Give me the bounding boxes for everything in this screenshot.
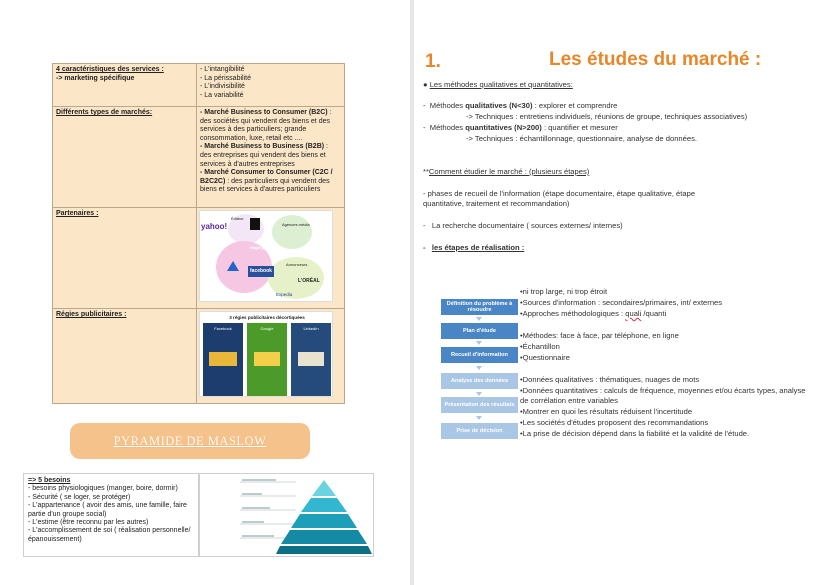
note-line: •Données quantitatives : calculs de fréquence, moyennes et/ou écarts types, analyse de corrélation entre variables bbox=[520, 386, 806, 406]
list-item: - L'accomplissement de soi ( réalisation personnelle/ épanouissement) bbox=[28, 527, 191, 543]
table-row bbox=[53, 208, 345, 309]
list-item: - L'appartenance ( avoir des amis, une famille, faire partie d'un groupe social) bbox=[28, 502, 187, 518]
list-item: - besoins physiologiques (manger, boire, dormir) bbox=[28, 485, 178, 493]
google-icon bbox=[254, 352, 280, 366]
flow-step: Recueil d'information bbox=[441, 347, 518, 363]
qual-line: - Méthodes qualitatives (N<30) : explorer et comprendre bbox=[423, 101, 618, 110]
section-number: 1. bbox=[425, 51, 441, 72]
list-item: - L'indivisibilité bbox=[200, 83, 245, 91]
list-item: - Marché Business to Consumer (B2C) : des sociétés qui vendent des biens et des services à des particuliers; grande consommation, luxe, retail etc .... bbox=[200, 109, 332, 142]
flow-step: Définition du problème à résoudre bbox=[441, 299, 518, 315]
maslow-banner: PYRAMIDE DE MASLOW bbox=[70, 423, 310, 459]
partners-diagram bbox=[199, 210, 333, 302]
page-title: Les études du marché : bbox=[549, 49, 762, 70]
table-row bbox=[53, 64, 345, 107]
partner-label: Éditeur bbox=[231, 216, 244, 221]
down-arrow-icon bbox=[476, 416, 482, 420]
down-arrow-icon bbox=[476, 341, 482, 345]
table-row bbox=[53, 309, 345, 404]
linkedin-icon bbox=[298, 352, 324, 366]
table-value bbox=[197, 208, 345, 309]
note-line: •Échantillon bbox=[520, 342, 560, 351]
note-line: •Les sociétés d'études proposent des recommandations bbox=[520, 418, 709, 427]
table-value bbox=[197, 309, 345, 404]
etapes-heading: - les étapes de réalisation : bbox=[423, 243, 525, 252]
needs-title: => 5 besoins bbox=[28, 477, 71, 484]
maslow-pyramid-image bbox=[199, 473, 374, 557]
qual-techniques: -> Techniques : entretiens individuels, réunions de groupe, techniques associatives) bbox=[466, 112, 748, 121]
down-arrow-icon bbox=[476, 366, 482, 370]
key-label: 4 caractéristiques des services : bbox=[56, 66, 164, 73]
list-item: - Marché Consumer to Consumer (C2C / B2C2C) : des particuliers qui vendent des biens et services à d'autres particuliers bbox=[200, 169, 333, 194]
key-label: Partenaires : bbox=[56, 210, 99, 217]
flow-step: Analyse des données bbox=[441, 373, 518, 389]
partner-label: Annonceurs bbox=[286, 262, 308, 267]
pyramid-graphic bbox=[200, 474, 375, 558]
note-line: •Questionnaire bbox=[520, 353, 570, 362]
linkedin-column: LinkedIn bbox=[291, 323, 331, 396]
table-key bbox=[53, 107, 197, 208]
note-line: •Méthodes: face à face, par téléphone, en ligne bbox=[520, 331, 679, 340]
table-key bbox=[53, 64, 197, 107]
google-column: Google bbox=[247, 323, 287, 396]
quant-techniques: -> Techniques : échantillonnage, questionnaire, analyse de données. bbox=[466, 134, 698, 143]
loreal-logo: L'ORÉAL bbox=[298, 278, 320, 284]
methods-heading: ● Les méthodes qualitatives et quantitatives: bbox=[423, 80, 573, 89]
how-heading: **Comment étudier le marché : (plusieurs étapes) bbox=[423, 167, 590, 176]
flow-step: Présentation des résultats bbox=[441, 397, 518, 413]
table-value bbox=[197, 107, 345, 208]
key-sub: -> marketing spécifique bbox=[56, 74, 135, 82]
quant-line: - Méthodes quantitatives (N>200) : quantifier et mesurer bbox=[423, 123, 618, 132]
down-arrow-icon bbox=[476, 392, 482, 396]
note-line: •Données qualitatives : thématiques, nuages de mots bbox=[520, 375, 700, 384]
note-line: •Montrer en quoi les résultats réduisent l'incertitude bbox=[520, 407, 693, 416]
table-key bbox=[53, 309, 197, 404]
facebook-icon bbox=[209, 352, 237, 366]
list-item: - La périssabilité bbox=[200, 74, 251, 82]
key-label: Régies publicitaires : bbox=[56, 311, 127, 318]
table-value bbox=[197, 64, 345, 107]
expedia-logo: Expedia bbox=[276, 292, 293, 297]
partner-label: Régie publicitaire bbox=[250, 245, 284, 250]
publisher-logo bbox=[250, 218, 260, 230]
regies-infographic bbox=[199, 311, 333, 397]
note-line: •Approches méthodologiques : quali /quanti bbox=[520, 309, 667, 318]
note-line: •La prise de décision dépend dans la fiabilité et la validité de l'étude. bbox=[520, 429, 750, 438]
recherche-line: - La recherche documentaire ( sources externes/ internes) bbox=[423, 221, 623, 230]
list-item: - Marché Business to Business (B2B) : des entreprises qui vendent des biens et services à d'autres entreprises bbox=[200, 143, 328, 168]
phases-text: - phases de recueil de l'information (étape documentaire, étape qualitative, étape quantitative, traitement et recommandation) bbox=[423, 189, 696, 209]
note-line: •ni trop large, ni trop étroit bbox=[520, 287, 608, 296]
key-label: Différents types de marchés: bbox=[56, 109, 153, 116]
table-key bbox=[53, 208, 197, 309]
down-arrow-icon bbox=[476, 317, 482, 321]
infographic-title: 3 régies publicitaires décortiquées bbox=[229, 315, 305, 320]
list-item: - L'intangibilité bbox=[200, 66, 245, 73]
yahoo-logo: yahoo! bbox=[201, 222, 228, 231]
services-table bbox=[52, 63, 345, 404]
list-item: - La variabilité bbox=[200, 91, 244, 99]
flow-step: Plan d'étude bbox=[441, 323, 518, 339]
table-row bbox=[53, 107, 345, 208]
flow-step: Prise de décision bbox=[441, 423, 518, 439]
note-line: •Sources d'information : secondaires/primaires, int/ externes bbox=[520, 298, 723, 307]
adwords-icon bbox=[227, 261, 239, 271]
partner-label: Agences média bbox=[282, 222, 310, 227]
list-item: - Sécurité ( se loger, se protéger) bbox=[28, 493, 131, 501]
facebook-column: Facebook bbox=[203, 323, 243, 396]
needs-box bbox=[23, 473, 199, 557]
facebook-logo: facebook bbox=[248, 266, 274, 277]
list-item: - L'estime (être reconnu par les autres) bbox=[28, 519, 149, 527]
